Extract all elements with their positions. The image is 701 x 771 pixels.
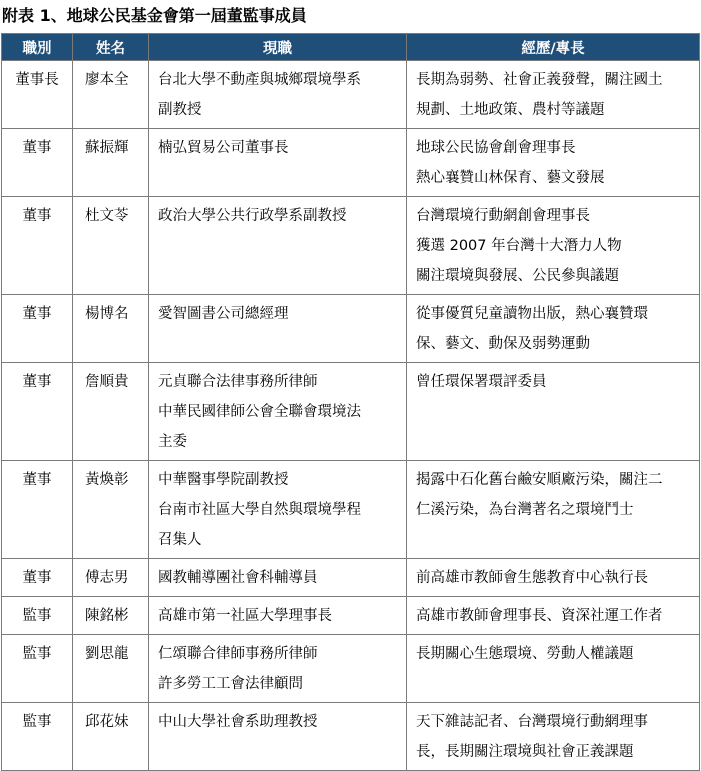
table-row xyxy=(2,597,700,635)
cell-background xyxy=(407,61,700,129)
table-row xyxy=(2,129,700,197)
cell-name: 廖本全 xyxy=(73,61,149,129)
cell-current-position xyxy=(149,703,407,771)
background-line: 關注環境與發展、公民參與議題 xyxy=(416,268,619,284)
board-members-table xyxy=(1,33,700,771)
cell-background xyxy=(407,295,700,363)
cell-role: 董事長 xyxy=(2,61,73,129)
current-position-line: 楠弘貿易公司董事長 xyxy=(158,140,289,156)
background-line: 從事優質兒童讀物出版，熱心襄贊環 xyxy=(416,306,648,322)
background-line: 長期為弱勢、社會正義發聲，關注國土 xyxy=(416,72,663,88)
header-background: 經歷/專長 xyxy=(407,34,700,61)
current-position-line: 主委 xyxy=(158,434,187,450)
background-line: 高雄市教師會理事長、資深社運工作者 xyxy=(416,608,663,624)
cell-current-position xyxy=(149,597,407,635)
cell-current-position xyxy=(149,363,407,461)
cell-role: 董事 xyxy=(2,363,73,461)
cell-current-position xyxy=(149,461,407,559)
table-row xyxy=(2,61,700,129)
current-position-line: 許多勞工工會法律顧問 xyxy=(158,676,303,692)
background-line: 長期關心生態環境、勞動人權議題 xyxy=(416,646,634,662)
cell-role: 董事 xyxy=(2,461,73,559)
table-body xyxy=(2,61,700,771)
background-line: 天下雜誌記者、台灣環境行動網理事 xyxy=(416,714,648,730)
background-line: 台灣環境行動網創會理事長 xyxy=(416,208,590,224)
cell-name: 杜文苓 xyxy=(73,197,149,295)
cell-background xyxy=(407,197,700,295)
cell-background xyxy=(407,129,700,197)
table-row xyxy=(2,461,700,559)
table-row xyxy=(2,559,700,597)
cell-name: 黃煥彰 xyxy=(73,461,149,559)
header-row xyxy=(2,34,700,61)
cell-current-position xyxy=(149,559,407,597)
table-row xyxy=(2,703,700,771)
cell-name: 陳銘彬 xyxy=(73,597,149,635)
cell-role: 董事 xyxy=(2,129,73,197)
cell-current-position xyxy=(149,197,407,295)
current-position-line: 元貞聯合法律事務所律師 xyxy=(158,374,318,390)
background-line: 揭露中石化舊台鹼安順廠污染，關注二 xyxy=(416,472,663,488)
cell-current-position xyxy=(149,129,407,197)
cell-name: 蘇振輝 xyxy=(73,129,149,197)
cell-background xyxy=(407,703,700,771)
current-position-line: 中華民國律師公會全聯會環境法 xyxy=(158,404,361,420)
cell-role: 董事 xyxy=(2,197,73,295)
cell-name: 劉思龍 xyxy=(73,635,149,703)
cell-background xyxy=(407,559,700,597)
cell-current-position xyxy=(149,635,407,703)
current-position-line: 副教授 xyxy=(158,102,202,118)
current-position-line: 台南市社區大學自然與環境學程 xyxy=(158,502,361,518)
current-position-line: 仁頌聯合律師事務所律師 xyxy=(158,646,318,662)
current-position-line: 高雄市第一社區大學理事長 xyxy=(158,608,332,624)
background-line: 曾任環保署環評委員 xyxy=(416,374,547,390)
current-position-line: 國教輔導團社會科輔導員 xyxy=(158,570,318,586)
table-title: 附表 1、地球公民基金會第一屆董監事成員 xyxy=(2,6,307,25)
current-position-line: 中華醫事學院副教授 xyxy=(158,472,289,488)
cell-role: 董事 xyxy=(2,559,73,597)
cell-background xyxy=(407,363,700,461)
cell-role: 監事 xyxy=(2,703,73,771)
current-position-line: 政治大學公共行政學系副教授 xyxy=(158,208,347,224)
background-line: 前高雄市教師會生態教育中心執行長 xyxy=(416,570,648,586)
cell-current-position xyxy=(149,295,407,363)
cell-name: 邱花妹 xyxy=(73,703,149,771)
current-position-line: 中山大學社會系助理教授 xyxy=(158,714,318,730)
background-line: 保、藝文、動保及弱勢運動 xyxy=(416,336,590,352)
cell-role: 董事 xyxy=(2,295,73,363)
cell-background xyxy=(407,635,700,703)
table-row xyxy=(2,635,700,703)
table-row xyxy=(2,295,700,363)
background-line: 熱心襄贊山林保育、藝文發展 xyxy=(416,170,605,186)
header-name: 姓名 xyxy=(73,34,149,61)
cell-name: 楊博名 xyxy=(73,295,149,363)
header-current-position: 現職 xyxy=(149,34,407,61)
current-position-line: 愛智圖書公司總經理 xyxy=(158,306,289,322)
background-line: 獲選 2007 年台灣十大潛力人物 xyxy=(416,238,622,254)
background-line: 規劃、土地政策、農村等議題 xyxy=(416,102,605,118)
current-position-line: 台北大學不動產與城鄉環境學系 xyxy=(158,72,361,88)
cell-role: 監事 xyxy=(2,635,73,703)
cell-background xyxy=(407,461,700,559)
cell-role: 監事 xyxy=(2,597,73,635)
background-line: 地球公民協會創會理事長 xyxy=(416,140,576,156)
table-row xyxy=(2,363,700,461)
cell-background xyxy=(407,597,700,635)
table-row xyxy=(2,197,700,295)
header-role: 職別 xyxy=(2,34,73,61)
background-line: 仁溪污染，為台灣著名之環境鬥士 xyxy=(416,502,634,518)
background-line: 長，長期關注環境與社會正義課題 xyxy=(416,744,634,760)
cell-name: 詹順貴 xyxy=(73,363,149,461)
current-position-line: 召集人 xyxy=(158,532,202,548)
cell-name: 傅志男 xyxy=(73,559,149,597)
cell-current-position xyxy=(149,61,407,129)
